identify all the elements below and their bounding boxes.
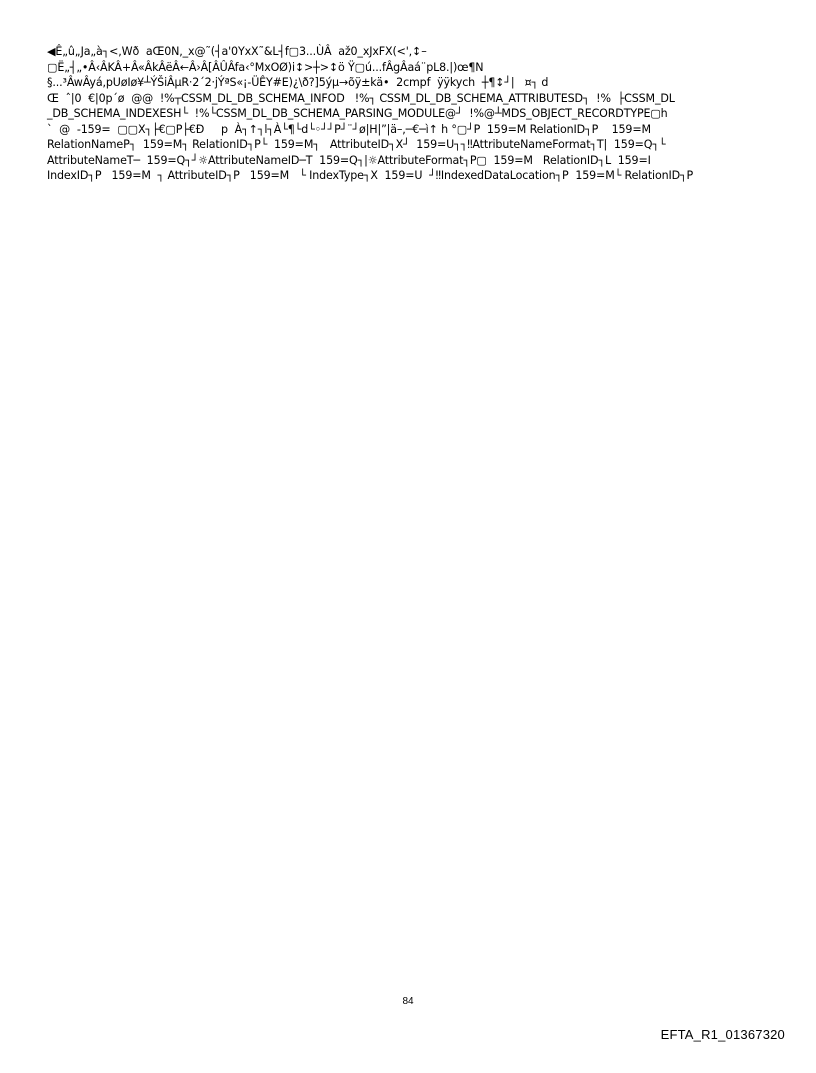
body-line: ◀Ê„û„Ja„à┐<,Wð aŒ0N,_x@˜(┤a'0YxX˜&L┤f▢3...ÙÂ až0_xJxFX(<',↕– bbox=[47, 45, 427, 58]
document-id: EFTA_R1_01367320 bbox=[660, 1027, 785, 1042]
page-number: 84 bbox=[402, 996, 414, 1007]
body-line: Œ ˆ|0 €|0p´ø @@ !%┬CSSM_DL_DB_SCHEMA_INFOD !%┐ CSSM_DL_DB_SCHEMA_ATTRIBUTESD┐ !% ├CSSM_DL bbox=[47, 91, 675, 105]
body-line: ▢Ë„┤„•Â‹ÂKÂ+Â«ÂkÂëÂ←Â›Â[ÂÛÂfa‹°MxOØ)i↕>┼>↕ö Ÿ▢ú...fÂgÂaá¨pL8.|)œ¶N bbox=[47, 60, 484, 74]
body-line: AttributeNameT─ 159=Q┐┘☼AttributeNameID─T 159=Q┐|☼AttributeFormat┐P▢ 159=M RelationID┐L 159=I bbox=[47, 153, 651, 167]
body-line: RelationNameP┐ 159=M┐ RelationID┐P└ 159=M┐ AttributeID┐X┘ 159=U┐┐‼AttributeNameFormat┐T| 159=Q┐└ bbox=[47, 138, 666, 151]
body-line: IndexID┐P 159=M ┐ AttributeID┐P 159=M └ IndexType┐X 159=U ┘‼IndexedDataLocation┐P 159=M└ RelationID┐P bbox=[47, 169, 694, 182]
body-line: §...³ÂwÂyá,pUøIø¥┴ÝŠiÂμR·2´2·jÝªS«¡-ÜÊY#E)¿\ð?]5ýμ→õÿ±kä• 2cmpf ÿÿkych ┼¶↕┘| ¤┐ d bbox=[47, 76, 549, 89]
body-line: _DB_SCHEMA_INDEXESH└ !%└CSSM_DL_DB_SCHEMA_PARSING_MODULE@┘ !%@┴MDS_OBJECT_RECORDTYPE▢h bbox=[47, 107, 668, 120]
body-line: ` @ -159= ▢▢X┐├€▢P├€Ð p À┐↑┐l┐À└¶└d└◦┘┘P┘¨┘ø|H|”|ä–,─€─ì↑ h °▢┘P 159=M RelationID┐P 159=M bbox=[47, 122, 651, 136]
document-body bbox=[47, 44, 787, 184]
